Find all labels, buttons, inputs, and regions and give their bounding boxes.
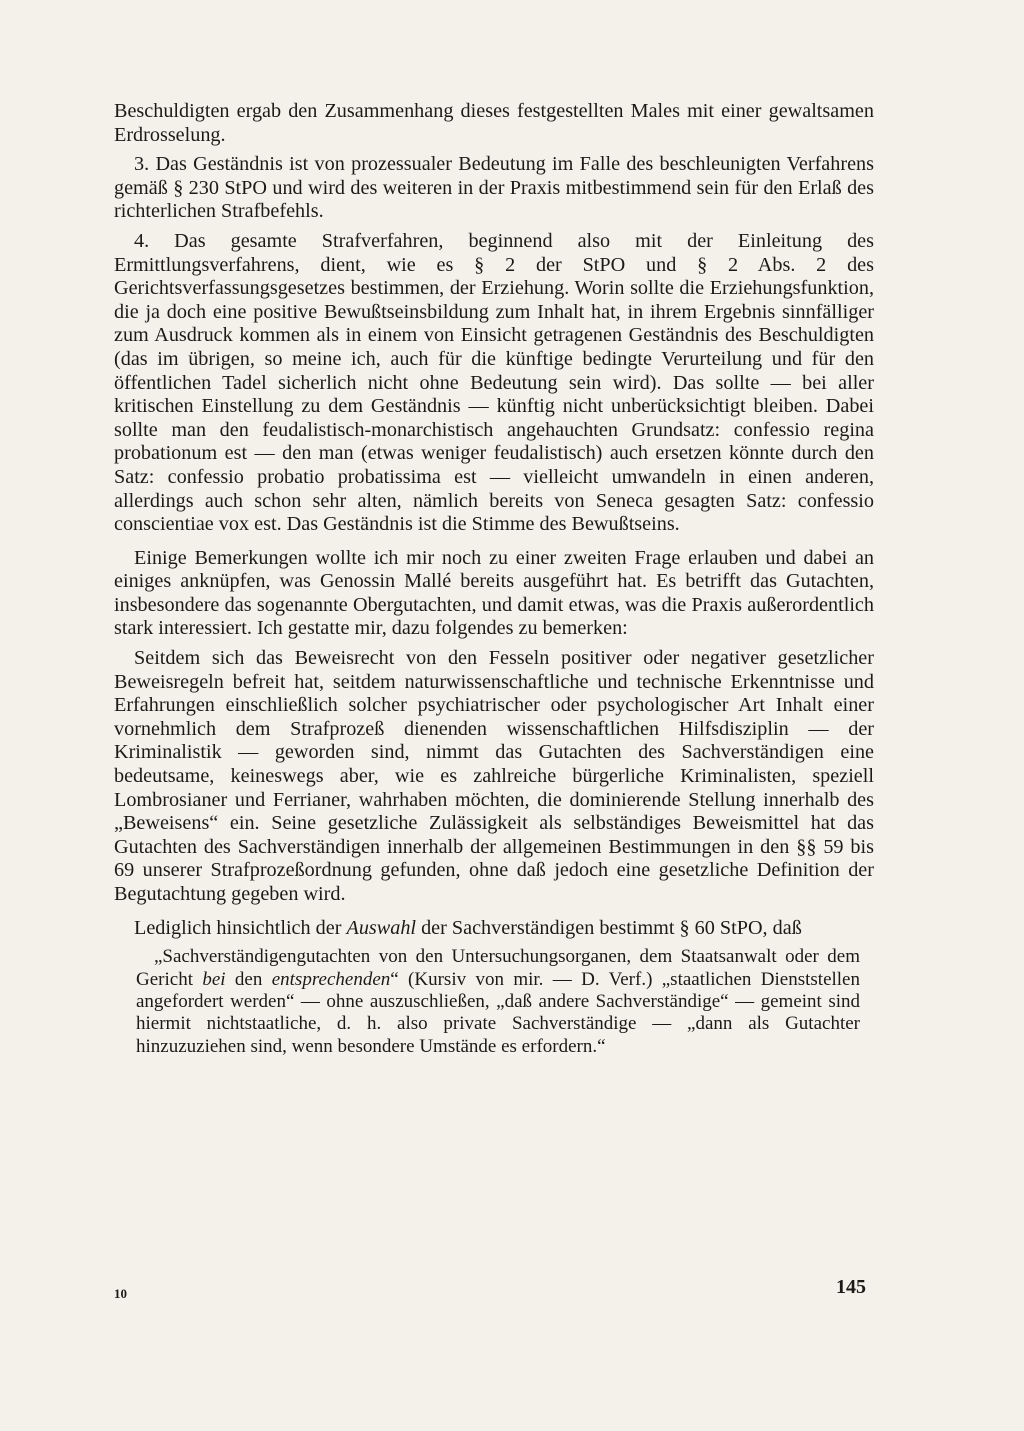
auswahl-italic: Auswahl <box>346 916 417 939</box>
paragraph-gutachten-intro: Einige Bemerkungen wollte ich mir noch zu einer zweiten Frage erlauben und dabei an einiges anknüpfen, was Genossin Mallé bereits ausgeführt hat. Es betrifft das Gutachten, insbesondere das sogenannte Obergutachten, und damit etwas, was die Praxis außerordentlich stark interessiert. Ich gestatte mir, dazu folgendes zu bemerken: <box>114 546 874 640</box>
paragraph-auswahl <box>114 917 874 941</box>
document-body <box>114 100 874 1058</box>
auswahl-text-before: Lediglich hinsichtlich der <box>134 916 347 939</box>
auswahl-text-after: der Sachverständigen bestimmt § 60 StPO, daß <box>416 916 802 939</box>
quote-part-1: „Sachverständigengutachten von den Untersuchungsorganen, dem Staatsanwalt oder dem Gericht <box>136 946 860 990</box>
block-quote-stpo <box>136 946 860 1058</box>
page-number: 145 <box>836 1276 866 1298</box>
quote-part-2: den <box>225 968 272 990</box>
paragraph-point-3: 3. Das Geständnis ist von prozessualer Bedeutung im Falle des beschleunigten Verfahrens gemäß § 230 StPO und wird des weiteren in der Praxis mitbestimmend sein für den Erlaß des richterlichen Strafbefehls. <box>114 153 874 223</box>
quote-italic-bei: bei <box>202 968 226 990</box>
quote-part-3: “ (Kursiv von mir. — D. Verf.) „staatlichen Dienststellen angefordert werden“ — ohne auszuschließen, „daß andere Sachverständige“ — gemeint sind hiermit nichtstaatliche, d. h. also private Sachverständige — „dann als Gutachter hinzuzuziehen sind, wenn besondere Umstände es erfordern.“ <box>136 968 860 1057</box>
quote-italic-entsprechenden: entsprechenden <box>271 968 391 990</box>
page-footer <box>114 1276 874 1306</box>
paragraph-beweisrecht: Seitdem sich das Beweisrecht von den Fesseln positiver oder negativer gesetzlicher Beweisregeln befreit hat, seitdem naturwissenschaftliche und technische Erkenntnisse und Erfahrungen einschließlich solcher psychiatrischer oder psychologischer Art Inhalt einer vornehmlich dem Strafprozeß dienenden wissenschaftlichen Hilfsdisziplin — der Kriminalistik — geworden sind, nimmt das Gutachten des Sachverständigen eine bedeutsame, keineswegs aber, wie es zahlreiche bürgerliche Kriminalisten, speziell Lombrosianer und Ferrianer, wahrhaben möchten, die dominierende Stellung innerhalb des „Beweisens“ ein. Seine gesetzliche Zulässigkeit als selbständiges Beweismittel hat das Gutachten des Sachverständigen innerhalb der allgemeinen Bestimmungen in den §§ 59 bis 69 unserer Strafprozeßordnung gefunden, ohne daß jedoch eine gesetzliche Definition der Begutachtung gegeben wird. <box>114 647 874 905</box>
paragraph-continuation: Beschuldigten ergab den Zusammenhang dieses festgestellten Males mit einer gewaltsamen Erdrosselung. <box>114 100 874 146</box>
paragraph-point-4: 4. Das gesamte Strafverfahren, beginnend also mit der Einleitung des Ermittlungsverfahrens, dient, wie es § 2 der StPO und § 2 Abs. 2 des Gerichtsverfassungsgesetzes bestimmen, der Erziehung. Worin sollte die Erziehungsfunktion, die ja doch eine positive Bewußtseinsbildung zum Inhalt hat, in ihrem Ergebnis sinnfälliger zum Ausdruck kommen als in einem von Einsicht getragenen Geständnis des Beschuldigten (das im übrigen, so meine ich, auch für die künftige bedingte Verurteilung und für den öffentlichen Tadel sicherlich nicht ohne Bedeutung sein wird). Das sollte — bei aller kritischen Einstellung zu dem Geständnis — künftig nicht unberücksichtigt bleiben. Dabei sollte man den feudalistisch-monarchistisch angehauchten Grundsatz: confessio regina probationum est — den man (etwas weniger feudalistisch) auch ersetzen könnte durch den Satz: confessio probatio probatissima est — vielleicht umwandeln in einen anderen, allerdings auch schon sehr alten, nämlich bereits von Seneca gesagten Satz: confessio conscientiae vox est. Das Geständnis ist die Stimme des Bewußtseins. <box>114 229 874 536</box>
signature-mark: 10 <box>114 1286 127 1301</box>
